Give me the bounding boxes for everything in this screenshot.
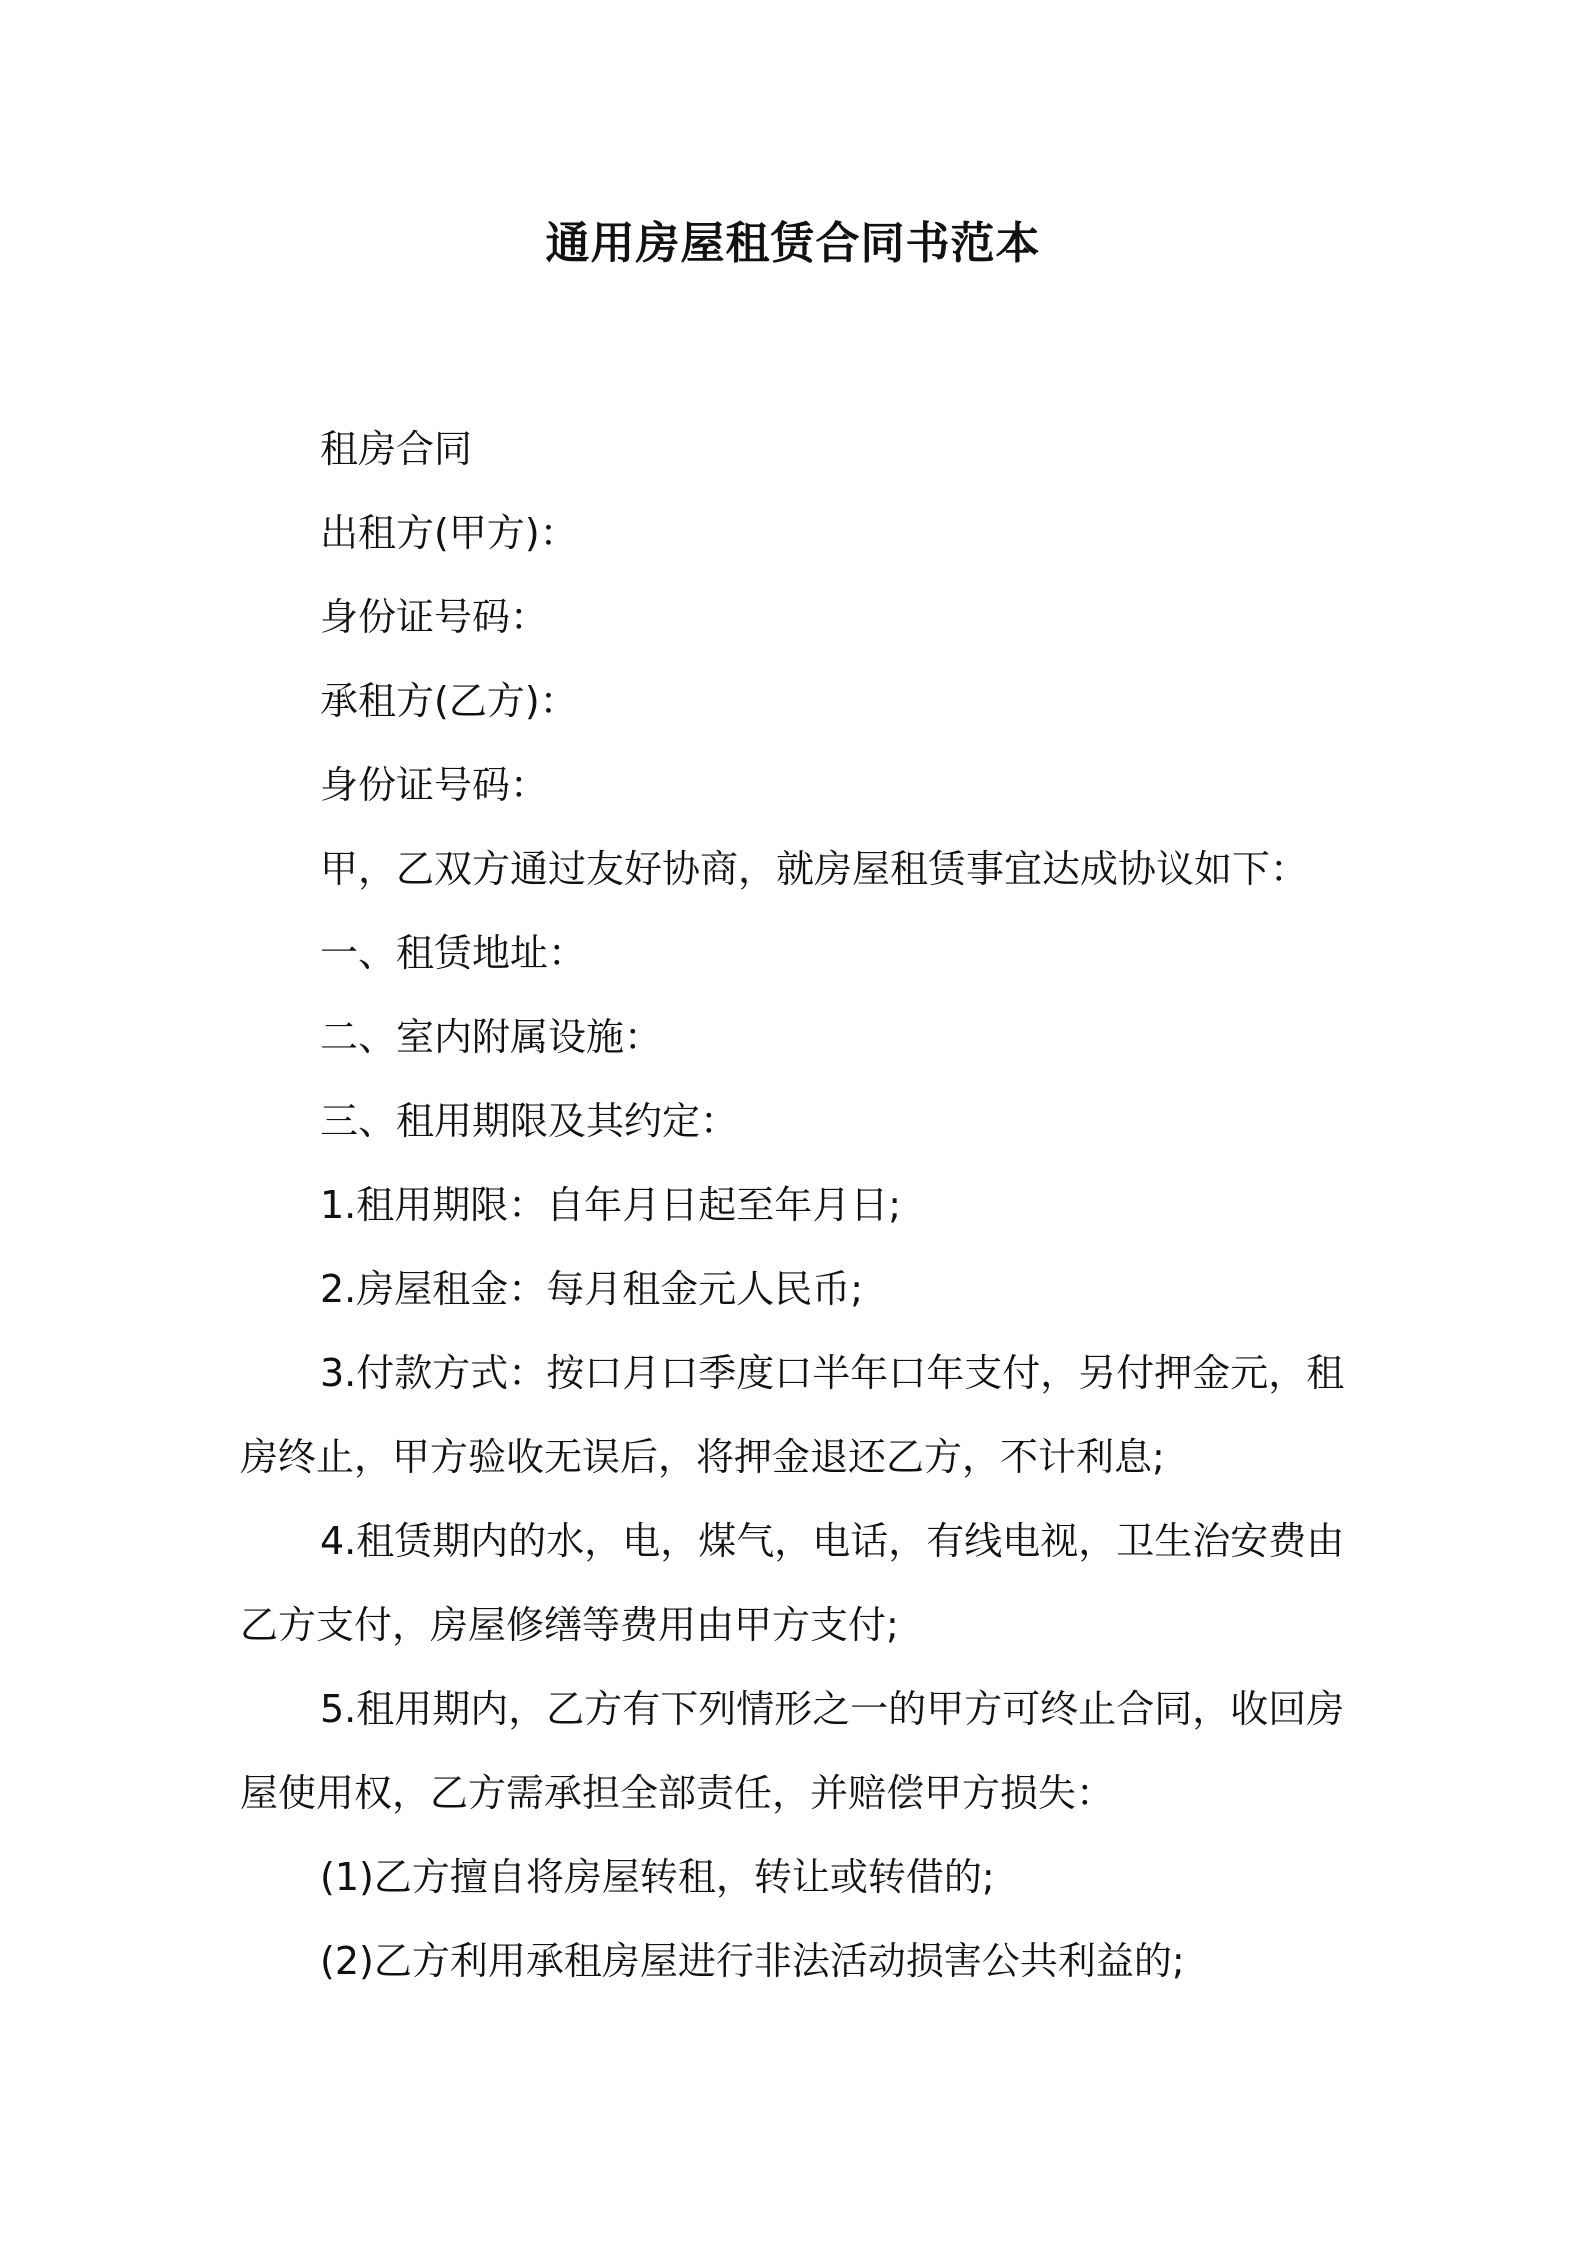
paragraph-utilities: 4.租赁期内的水，电，煤气，电话，有线电视，卫生治安费由乙方支付，房屋修缮等费用由甲方支付;	[240, 1519, 1345, 1647]
paragraph-rent: 2.房屋租金：每月租金元人民币;	[320, 1267, 864, 1311]
paragraph-facilities: 二、室内附属设施：	[320, 1015, 663, 1059]
paragraph-clause-2: (2)乙方利用承租房屋进行非法活动损害公共利益的;	[320, 1939, 1185, 1983]
paragraph-lessor-id: 身份证号码：	[320, 595, 549, 639]
paragraph-clause-1: (1)乙方擅自将房屋转租，转让或转借的;	[320, 1855, 995, 1899]
paragraph-lessee-id: 身份证号码：	[320, 763, 549, 807]
paragraph-payment: 3.付款方式：按口月口季度口半年口年支付，另付押金元，租房终止，甲方验收无误后，将押金退还乙方，不计利息;	[240, 1351, 1345, 1479]
paragraph-address: 一、租赁地址：	[320, 931, 587, 975]
paragraph-lessee: 承租方(乙方)：	[320, 679, 578, 723]
paragraph-agreement: 甲，乙双方通过友好协商，就房屋租赁事宜达成协议如下：	[320, 847, 1309, 891]
paragraph-lessor: 出租方(甲方)：	[320, 511, 578, 555]
document-title: 通用房屋租赁合同书范本	[545, 218, 1041, 269]
paragraph-heading: 租房合同	[320, 427, 473, 471]
paragraph-termination: 5.租用期内，乙方有下列情形之一的甲方可终止合同，收回房屋使用权，乙方需承担全部责任，并赔偿甲方损失：	[240, 1687, 1345, 1815]
paragraph-term: 1.租用期限：自年月日起至年月日;	[320, 1183, 902, 1227]
document-body	[240, 407, 1358, 2003]
paragraph-term-section: 三、租用期限及其约定：	[320, 1099, 739, 1143]
